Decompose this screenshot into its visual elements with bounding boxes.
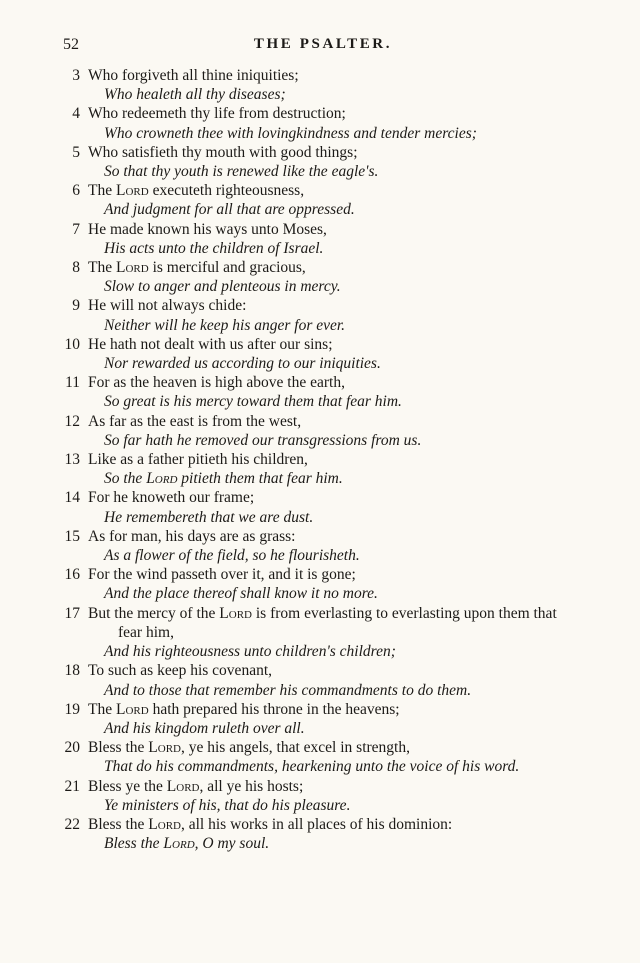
divine-name: Lord	[115, 700, 149, 718]
verse-response	[60, 200, 600, 219]
verse-text: , all ye his hosts;	[199, 777, 304, 795]
divine-name: Lord	[146, 470, 178, 488]
verse-response	[60, 354, 600, 373]
verse-text: is merciful and gracious,	[148, 259, 306, 277]
response-text: Ye ministers of his, that do his pleasure.	[104, 796, 351, 814]
verse	[60, 104, 600, 142]
response-text: Bless the	[104, 835, 164, 853]
verse-number: 14	[64, 489, 80, 507]
verse-first-line	[60, 373, 600, 392]
verse-text: The	[88, 259, 116, 277]
verse-text: Bless ye the	[88, 777, 167, 795]
verse-response	[60, 834, 600, 853]
verse-text: He will not always chide:	[88, 297, 247, 315]
response-text: Slow to anger and plenteous in mercy.	[104, 278, 341, 296]
response-text: And his righteousness unto children's children;	[104, 643, 396, 661]
response-text: So the	[104, 470, 147, 488]
verse	[60, 143, 600, 181]
verse-first-line	[60, 296, 600, 315]
verse-response	[60, 85, 600, 104]
verse-first-line	[60, 815, 600, 834]
verse	[60, 450, 600, 488]
verse-response	[60, 757, 600, 776]
verse-text: He made known his ways unto Moses,	[88, 220, 327, 238]
response-text: So far hath he removed our transgressions from us.	[104, 431, 422, 449]
verse	[60, 181, 600, 219]
verse-number: 9	[72, 297, 80, 315]
verse-number: 22	[64, 815, 80, 833]
verse-response	[60, 277, 600, 296]
verse-text: The	[88, 700, 116, 718]
response-text: As a flower of the field, so he flourisheth.	[104, 547, 360, 565]
verse-text: is from everlasting to everlasting upon them that	[251, 604, 557, 622]
verse-first-line	[60, 738, 600, 757]
verse-first-line	[60, 258, 600, 277]
verse	[60, 815, 600, 853]
response-text: pitieth them that fear him.	[177, 470, 343, 488]
verse-number: 6	[72, 182, 80, 200]
response-text: And to those that remember his commandments to do them.	[104, 681, 472, 699]
verse-number: 8	[72, 259, 80, 277]
verse-first-line	[60, 661, 600, 680]
verse-text: executeth righteousness,	[148, 182, 305, 200]
verse-text: Bless the	[88, 739, 149, 757]
verse-response	[60, 584, 600, 603]
verse-number: 11	[65, 374, 80, 392]
divine-name: Lord	[163, 835, 195, 853]
verse	[60, 604, 600, 662]
response-text: And judgment for all that are oppressed.	[104, 201, 355, 219]
verse	[60, 412, 600, 450]
verse-text: , all his works in all places of his dominion:	[180, 815, 453, 833]
verse-number: 18	[64, 662, 80, 680]
verse-response	[60, 124, 600, 143]
verse-number: 3	[72, 67, 80, 84]
verse	[60, 565, 600, 603]
verse	[60, 335, 600, 373]
verse	[60, 296, 600, 334]
verse-number: 19	[64, 700, 80, 718]
divine-name: Lord	[148, 739, 181, 757]
verse-number: 20	[64, 739, 80, 757]
verse-number: 15	[64, 527, 80, 545]
verse-response	[60, 508, 600, 527]
verse-response	[60, 431, 600, 450]
verse-number: 21	[64, 777, 80, 795]
verse	[60, 488, 600, 526]
verse-text: Who forgiveth all thine iniquities;	[88, 67, 299, 84]
verse-text: As for man, his days are as grass:	[88, 527, 296, 545]
verse-response	[60, 642, 600, 661]
verse	[60, 777, 600, 815]
verse-first-line	[60, 104, 600, 123]
verse-number: 16	[64, 566, 80, 584]
verse-first-line	[60, 488, 600, 507]
verse-number: 13	[64, 451, 80, 469]
psalm-text	[60, 66, 600, 853]
verse-first-line	[60, 527, 600, 546]
divine-name: Lord	[166, 777, 200, 795]
verse-number: 12	[64, 412, 80, 430]
verse-number: 17	[64, 604, 80, 622]
verse-continuation	[60, 623, 600, 642]
running-title: THE PSALTER.	[253, 36, 393, 52]
response-text: Nor rewarded us according to our iniquities.	[104, 355, 381, 373]
verse-first-line	[60, 181, 600, 200]
verse	[60, 700, 600, 738]
verse-response	[60, 469, 600, 488]
verse-response	[60, 316, 600, 335]
page-number: 52	[63, 36, 79, 53]
verse-number: 5	[72, 143, 80, 161]
verse	[60, 373, 600, 411]
verse-first-line	[60, 565, 600, 584]
response-text: Who crowneth thee with lovingkindness and tender mercies;	[104, 124, 477, 142]
response-text: Who healeth all thy diseases;	[104, 86, 286, 104]
verse-first-line	[60, 450, 600, 469]
response-text: And his kingdom ruleth over all.	[104, 719, 305, 737]
verse-first-line	[60, 777, 600, 796]
response-text: His acts unto the children of Israel.	[104, 239, 324, 257]
verse-text: As far as the east is from the west,	[88, 412, 302, 430]
verse-first-line	[60, 143, 600, 162]
divine-name: Lord	[148, 815, 181, 833]
verse-text: Like as a father pitieth his children,	[88, 451, 308, 469]
verse-text: To such as keep his covenant,	[88, 662, 273, 680]
verse-response	[60, 681, 600, 700]
response-text: He remembereth that we are dust.	[104, 508, 314, 526]
verse-first-line	[60, 604, 600, 623]
verse-text: hath prepared his throne in the heavens;	[148, 700, 400, 718]
verse-first-line	[60, 412, 600, 431]
verse-first-line	[60, 220, 600, 239]
verse-response	[60, 392, 600, 411]
divine-name: Lord	[219, 604, 252, 622]
verse	[60, 527, 600, 565]
verse-number: 10	[64, 335, 80, 353]
verse-text: For the wind passeth over it, and it is gone;	[88, 566, 356, 584]
verse	[60, 66, 600, 104]
verse	[60, 258, 600, 296]
verse-response	[60, 162, 600, 181]
verse-text: Who redeemeth thy life from destruction;	[88, 105, 346, 123]
verse	[60, 738, 600, 776]
verse-text: The	[88, 182, 116, 200]
verse-response	[60, 546, 600, 565]
response-text: That do his commandments, hearkening unto the voice of his word.	[104, 758, 520, 776]
response-text: Neither will he keep his anger for ever.	[104, 316, 346, 334]
verse-response	[60, 719, 600, 738]
verse-text: Bless the	[88, 815, 149, 833]
divine-name: Lord	[115, 182, 149, 200]
verse-response	[60, 239, 600, 258]
verse-text: Who satisfieth thy mouth with good things;	[88, 143, 358, 161]
verse-text: For he knoweth our frame;	[88, 489, 255, 507]
verse-text: For as the heaven is high above the earth,	[88, 374, 345, 392]
response-text: So great is his mercy toward them that fear him.	[104, 393, 402, 411]
response-text: So that thy youth is renewed like the eagle's.	[104, 163, 379, 181]
divine-name: Lord	[115, 259, 149, 277]
verse-text: But the mercy of the	[88, 604, 220, 622]
verse-first-line	[60, 335, 600, 354]
verse-first-line	[60, 700, 600, 719]
response-text: And the place thereof shall know it no more.	[104, 585, 378, 603]
verse	[60, 661, 600, 699]
page-header	[63, 36, 583, 56]
verse-text: , ye his angels, that excel in strength,	[180, 739, 410, 757]
response-text: , O my soul.	[194, 835, 270, 853]
verse-number: 4	[72, 105, 80, 123]
verse-number: 7	[72, 220, 80, 238]
verse-response	[60, 796, 600, 815]
verse-first-line	[60, 66, 600, 85]
verse-text: He hath not dealt with us after our sins;	[88, 335, 333, 353]
verse	[60, 220, 600, 258]
verse-text: fear him,	[118, 623, 174, 641]
